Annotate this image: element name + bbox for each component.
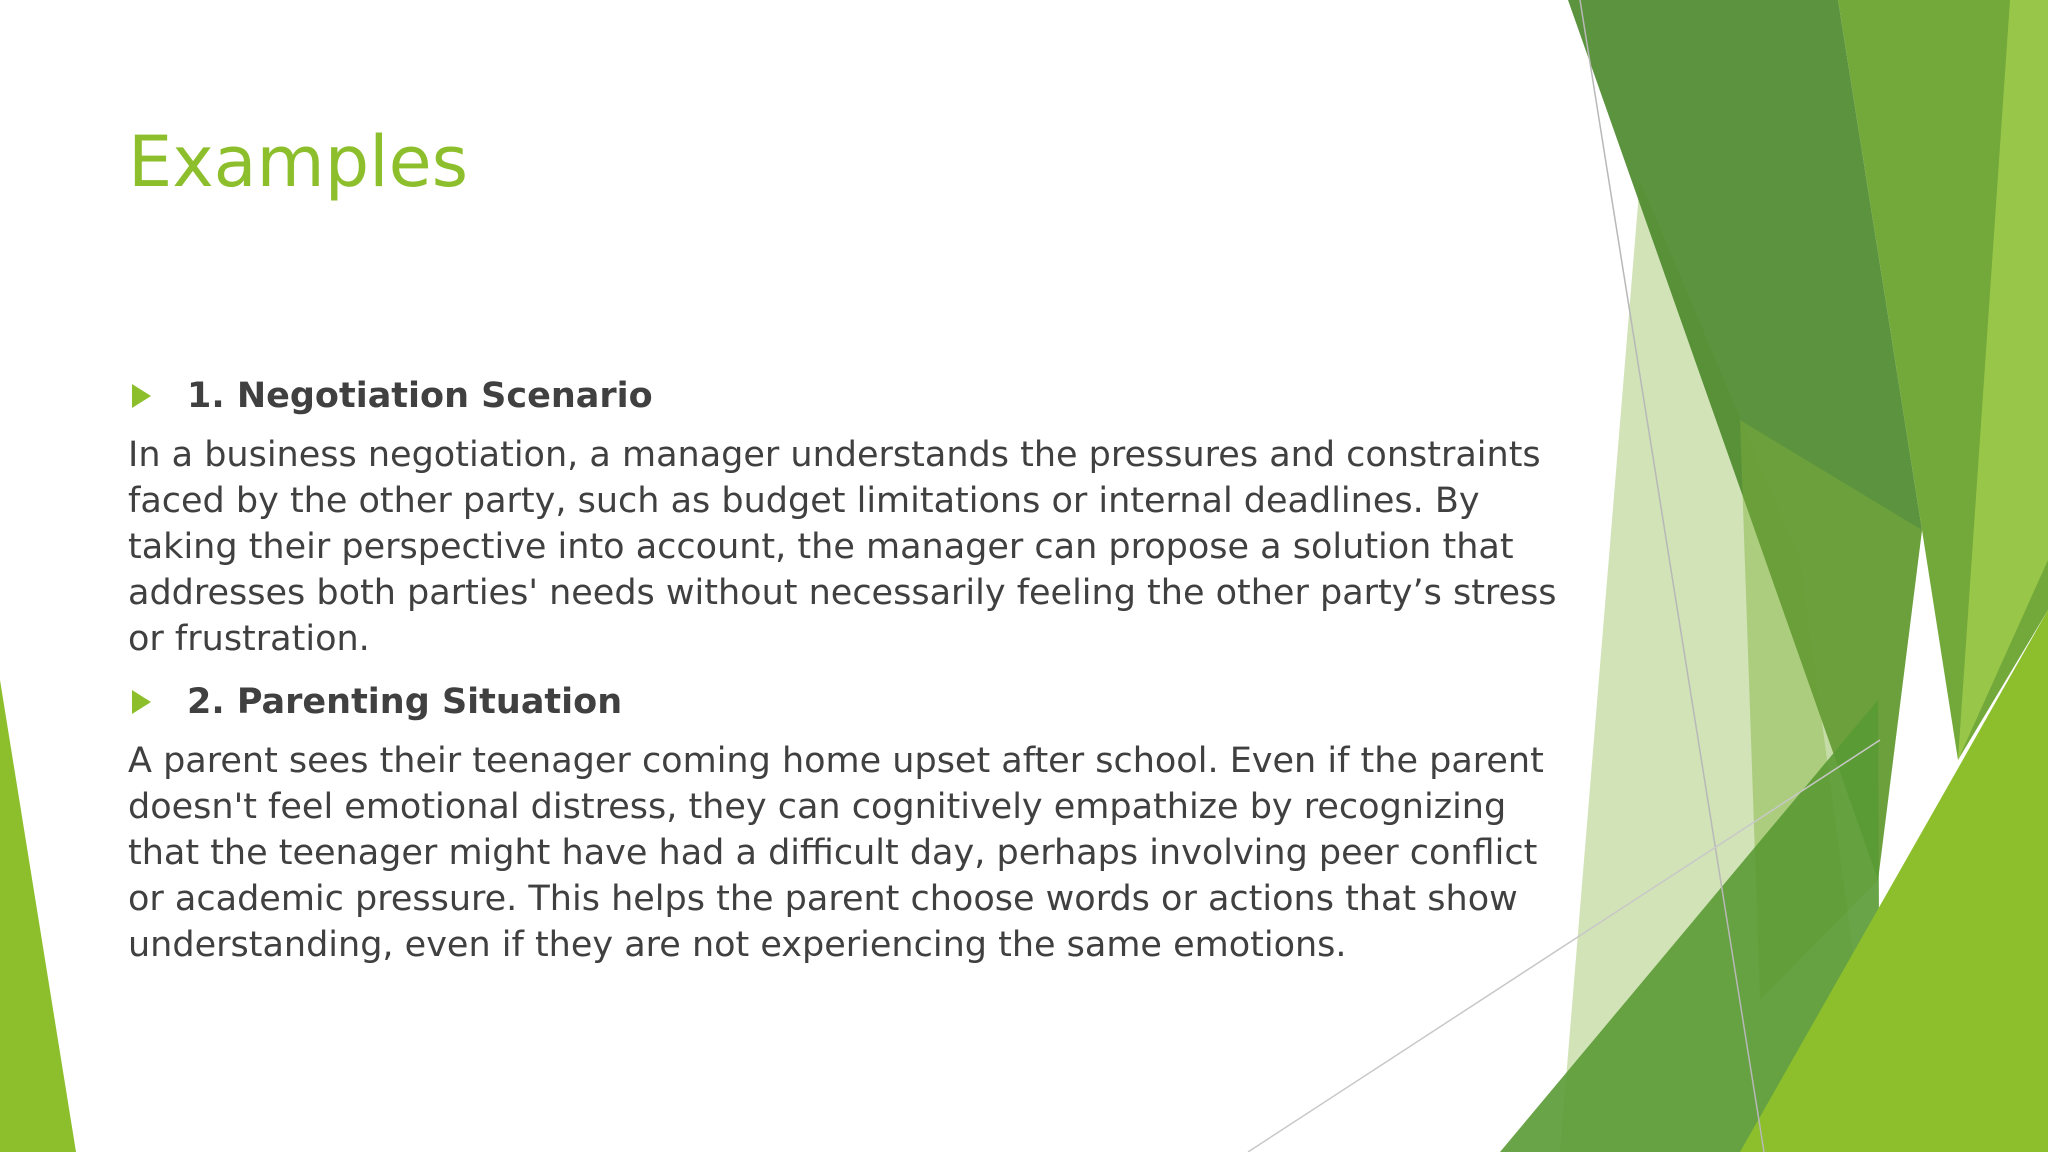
- slide-content: [128, 366, 1557, 968]
- triangle-right-icon: [132, 690, 151, 714]
- slide-title: Examples: [128, 121, 469, 203]
- list-item: [128, 672, 1548, 732]
- triangle-right-icon: [132, 384, 151, 408]
- left-edge-facet: [0, 680, 76, 1152]
- example-heading: 2. Parenting Situation: [187, 682, 623, 722]
- example-heading: 1. Negotiation Scenario: [187, 376, 653, 416]
- example-body: In a business negotiation, a manager understands the pressures and constraints faced by the other party, such as budget limitations or internal deadlines. By taking their perspective into account, the manager can propose a solution that addresses both parties' needs without necessarily feeling the other party’s stress or frustration.: [128, 435, 1557, 659]
- list-item: [128, 366, 1548, 426]
- example-body: A parent sees their teenager coming home upset after school. Even if the parent doesn't feel emotional distress, they can cognitively empathize by recognizing that the teenager might have had a difficult day, perhaps involving peer conflict or academic pressure. This helps the parent choose words or actions that show understanding, even if they are not experiencing the same emotions.: [128, 741, 1544, 965]
